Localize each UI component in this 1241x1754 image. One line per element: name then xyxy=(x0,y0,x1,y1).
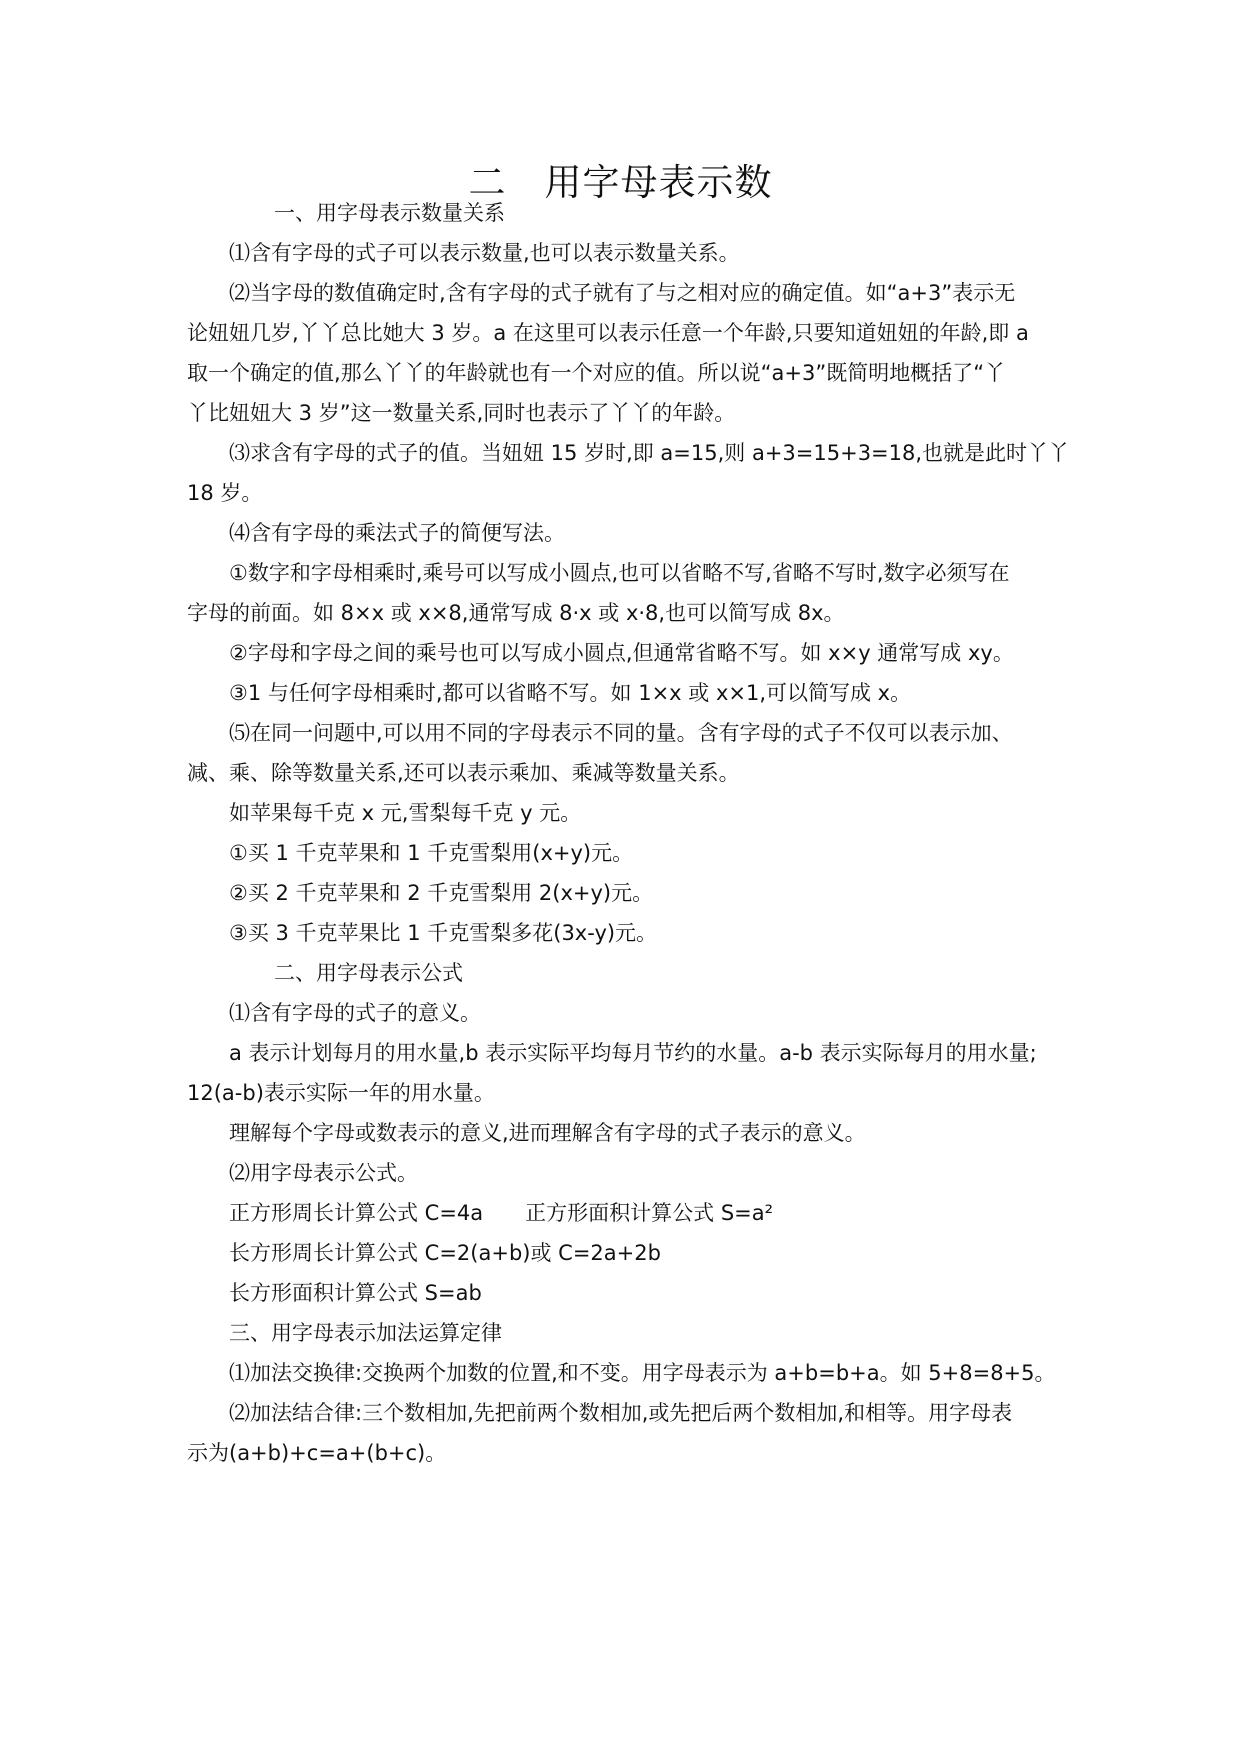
formula-line: 长方形面积计算公式 S=ab xyxy=(229,1281,482,1305)
section-heading-1: 一、用字母表示数量关系 xyxy=(274,201,505,225)
section-heading-3: 三、用字母表示加法运算定律 xyxy=(229,1321,502,1345)
paragraph-line: 丫比妞妞大 3 岁”这一数量关系,同时也表示了丫丫的年龄。 xyxy=(187,401,736,425)
section-heading-2: 二、用字母表示公式 xyxy=(274,961,463,985)
paragraph-line: 18 岁。 xyxy=(187,481,263,505)
paragraph-line: a 表示计划每月的用水量,b 表示实际平均每月节约的水量。a-b 表示实际每月的用水量; xyxy=(229,1041,1037,1065)
paragraph-line: 减、乘、除等数量关系,还可以表示乘加、乘减等数量关系。 xyxy=(187,761,740,785)
paragraph-line: 理解每个字母或数表示的意义,进而理解含有字母的式子表示的意义。 xyxy=(229,1121,866,1145)
paragraph-line: ⑴加法交换律:交换两个加数的位置,和不变。用字母表示为 a+b=b+a。如 5+8=8+5。 xyxy=(229,1361,1056,1385)
paragraph-line: ⑸在同一问题中,可以用不同的字母表示不同的量。含有字母的式子不仅可以表示加、 xyxy=(229,721,1013,745)
paragraph-line: 如苹果每千克 x 元,雪梨每千克 y 元。 xyxy=(229,801,582,825)
paragraph-line: 论妞妞几岁,丫丫总比她大 3 岁。a 在这里可以表示任意一个年龄,只要知道妞妞的年龄,即 a xyxy=(187,321,1029,345)
paragraph-line: 取一个确定的值,那么丫丫的年龄就也有一个对应的值。所以说“a+3”既简明地概括了“丫 xyxy=(187,361,1006,385)
formula-line: 正方形周长计算公式 C=4a 正方形面积计算公式 S=a² xyxy=(229,1201,774,1225)
paragraph-line: ⑷含有字母的乘法式子的简便写法。 xyxy=(229,521,565,545)
paragraph-line: ⑵加法结合律:三个数相加,先把前两个数相加,或先把后两个数相加,和相等。用字母表 xyxy=(229,1401,1013,1425)
paragraph-line: ⑴含有字母的式子可以表示数量,也可以表示数量关系。 xyxy=(229,241,740,265)
paragraph-line: 字母的前面。如 8×x 或 x×8,通常写成 8·x 或 x·8,也可以简写成 8x。 xyxy=(187,601,845,625)
paragraph-line: ②字母和字母之间的乘号也可以写成小圆点,但通常省略不写。如 x×y 通常写成 xy。 xyxy=(229,641,1014,665)
paragraph-line: 12(a-b)表示实际一年的用水量。 xyxy=(187,1081,495,1105)
paragraph-line: ①数字和字母相乘时,乘号可以写成小圆点,也可以省略不写,省略不写时,数字必须写在 xyxy=(229,561,1010,585)
paragraph-line: ⑴含有字母的式子的意义。 xyxy=(229,1001,481,1025)
formula-line: 长方形周长计算公式 C=2(a+b)或 C=2a+2b xyxy=(229,1241,661,1265)
paragraph-line: 示为(a+b)+c=a+(b+c)。 xyxy=(187,1441,447,1465)
paragraph-line: ⑵用字母表示公式。 xyxy=(229,1161,418,1185)
paragraph-line: ③1 与任何字母相乘时,都可以省略不写。如 1×x 或 x×1,可以简写成 x。 xyxy=(229,681,912,705)
paragraph-line: ①买 1 千克苹果和 1 千克雪梨用(x+y)元。 xyxy=(229,841,634,865)
page-title: 二 用字母表示数 xyxy=(468,161,773,204)
paragraph-line: ③买 3 千克苹果比 1 千克雪梨多花(3x-y)元。 xyxy=(229,921,658,945)
paragraph-line: ⑶求含有字母的式子的值。当妞妞 15 岁时,即 a=15,则 a+3=15+3=18,也就是此时丫丫 xyxy=(229,441,1070,465)
paragraph-line: ⑵当字母的数值确定时,含有字母的式子就有了与之相对应的确定值。如“a+3”表示无 xyxy=(229,281,1016,305)
paragraph-line: ②买 2 千克苹果和 2 千克雪梨用 2(x+y)元。 xyxy=(229,881,654,905)
